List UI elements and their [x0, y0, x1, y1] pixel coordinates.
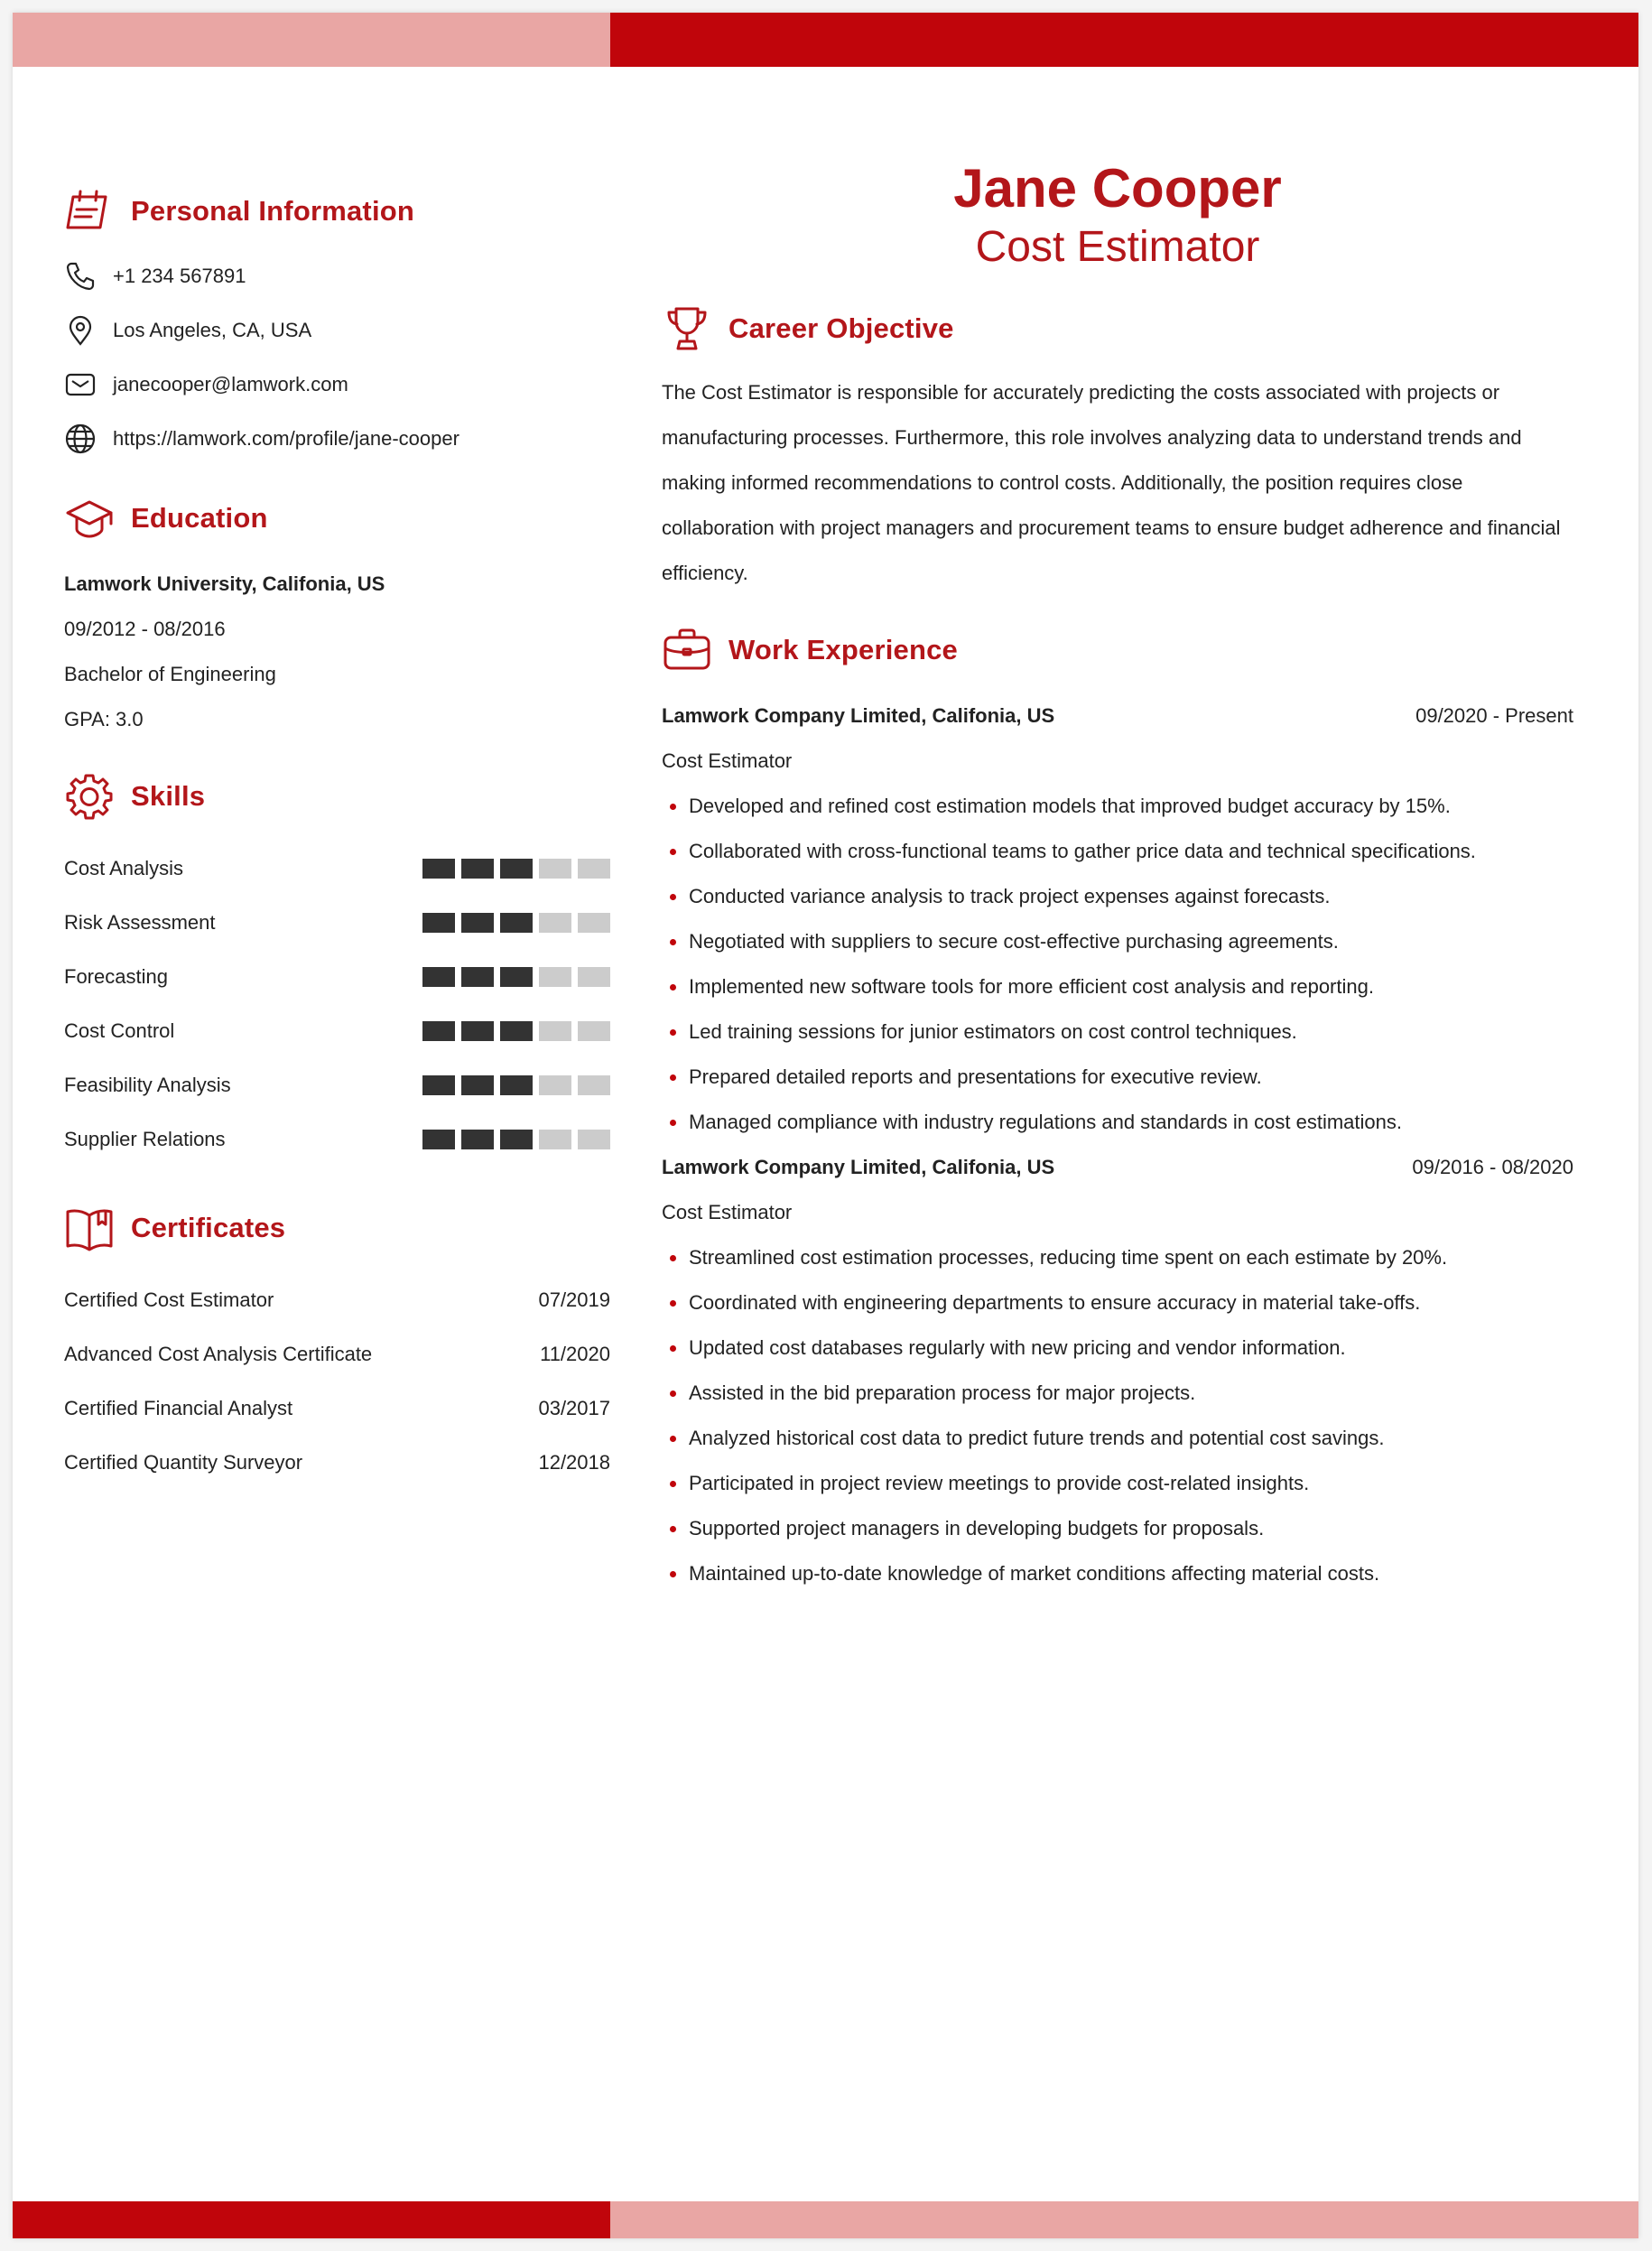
skill-level-segment	[422, 1075, 455, 1095]
skill-level-segment	[578, 1075, 610, 1095]
phone-text: +1 234 567891	[113, 265, 246, 287]
skill-level-segment	[500, 913, 533, 933]
skill-level-bar	[422, 967, 610, 987]
skill-name: Feasibility Analysis	[64, 1074, 231, 1096]
certificate-row	[64, 1436, 610, 1490]
education-gpa: GPA: 3.0	[64, 708, 144, 730]
skill-level-bar	[422, 859, 610, 879]
skill-level-segment	[422, 859, 455, 879]
calendar-note-icon	[64, 186, 115, 237]
skill-level-segment	[500, 967, 533, 987]
candidate-role: Cost Estimator	[975, 223, 1260, 271]
job-bullet: Developed and refined cost estimation models that improved budget accuracy by 15%.	[662, 784, 1573, 829]
skill-level-segment	[461, 859, 494, 879]
section-title: Education	[131, 502, 268, 534]
skill-level-segment	[422, 913, 455, 933]
skill-level-segment	[500, 1130, 533, 1149]
skill-level-segment	[461, 1130, 494, 1149]
skill-level-segment	[422, 1021, 455, 1041]
skill-level-bar	[422, 913, 610, 933]
job-company: Lamwork Company Limited, Califonia, US	[662, 1156, 1055, 1178]
skill-row	[64, 950, 610, 1004]
skill-level-segment	[539, 913, 571, 933]
globe-icon	[64, 423, 97, 455]
skill-level-bar	[422, 1130, 610, 1149]
resume-page	[13, 13, 1638, 2238]
objective-line: collaboration with project managers and procurement teams to ensure budget adherence and financial	[662, 516, 1561, 539]
job-header	[662, 693, 1573, 739]
job-dates: 09/2016 - 08/2020	[1412, 1156, 1573, 1178]
certificate-name: Certified Financial Analyst	[64, 1397, 293, 1419]
job-dates: 09/2020 - Present	[1415, 704, 1573, 727]
objective-line: efficiency.	[662, 562, 748, 584]
certificate-name: Advanced Cost Analysis Certificate	[64, 1343, 373, 1365]
certificate-date: 12/2018	[538, 1451, 610, 1474]
job-bullet: Collaborated with cross-functional teams to gather price data and technical specifications.	[662, 829, 1573, 874]
skill-level-segment	[578, 913, 610, 933]
job-bullet: Supported project managers in developing budgets for proposals.	[662, 1506, 1573, 1551]
education-school: Lamwork University, Califonia, US	[64, 572, 385, 595]
location-text: Los Angeles, CA, USA	[113, 319, 312, 341]
skill-row	[64, 1112, 610, 1167]
phone-icon	[64, 260, 97, 293]
skill-name: Cost Control	[64, 1019, 175, 1042]
certificate-row	[64, 1381, 610, 1436]
job-position: Cost Estimator	[662, 749, 793, 772]
certificate-row	[64, 1327, 610, 1381]
skill-level-bar	[422, 1021, 610, 1041]
top-band-left	[13, 13, 610, 67]
skill-row	[64, 1004, 610, 1058]
right-column	[662, 157, 1573, 1596]
skill-name: Supplier Relations	[64, 1128, 226, 1150]
section-title: Skills	[131, 780, 206, 812]
location-pin-icon	[64, 314, 97, 347]
job-bullet: Assisted in the bid preparation process for major projects.	[662, 1371, 1573, 1416]
skill-level-segment	[500, 1021, 533, 1041]
gear-icon	[64, 771, 115, 822]
certificate-name: Certified Cost Estimator	[64, 1288, 274, 1311]
skill-level-segment	[539, 859, 571, 879]
bottom-band-left	[13, 2201, 610, 2238]
job-bullets	[662, 1235, 1573, 1596]
job-bullet: Negotiated with suppliers to secure cost-effective purchasing agreements.	[662, 919, 1573, 964]
contact-email	[64, 358, 610, 412]
job-header	[662, 1145, 1573, 1190]
mail-icon	[64, 368, 97, 401]
skill-name: Cost Analysis	[64, 857, 184, 879]
objective-line: manufacturing processes. Furthermore, this role involves analyzing data to understand trends and	[662, 426, 1522, 449]
skill-level-segment	[461, 1075, 494, 1095]
certificates-header	[64, 1201, 610, 1255]
job-bullet: Analyzed historical cost data to predict future trends and potential cost savings.	[662, 1416, 1573, 1461]
left-column	[64, 184, 610, 1490]
job-bullet: Conducted variance analysis to track project expenses against forecasts.	[662, 874, 1573, 919]
website-link[interactable]: https://lamwork.com/profile/jane-cooper	[113, 427, 459, 450]
job-bullet: Streamlined cost estimation processes, reducing time spent on each estimate by 20%.	[662, 1235, 1573, 1280]
contact-location	[64, 303, 610, 358]
job-bullet: Managed compliance with industry regulations and standards in cost estimations.	[662, 1100, 1573, 1145]
skills-header	[64, 769, 610, 823]
education-header	[64, 491, 610, 545]
job-bullet: Led training sessions for junior estimators on cost control techniques.	[662, 1009, 1573, 1055]
skill-level-segment	[539, 1021, 571, 1041]
section-title: Work Experience	[729, 634, 958, 665]
skill-row	[64, 842, 610, 896]
skill-level-segment	[578, 1021, 610, 1041]
skill-level-segment	[578, 859, 610, 879]
job-company: Lamwork Company Limited, Califonia, US	[662, 704, 1055, 727]
skill-level-segment	[422, 1130, 455, 1149]
job-bullet: Participated in project review meetings to provide cost-related insights.	[662, 1461, 1573, 1506]
bottom-band-right	[610, 2201, 1638, 2238]
skill-row	[64, 896, 610, 950]
certificate-name: Certified Quantity Surveyor	[64, 1451, 303, 1474]
skill-level-segment	[461, 1021, 494, 1041]
skill-level-bar	[422, 1075, 610, 1095]
objective-line: making informed recommendations to control costs. Additionally, the position requires close	[662, 471, 1463, 494]
certificate-date: 11/2020	[540, 1343, 610, 1365]
education-dates: 09/2012 - 08/2016	[64, 618, 226, 640]
jobs-list	[662, 693, 1573, 1596]
section-title: Career Objective	[729, 312, 954, 344]
job-entry	[662, 693, 1573, 1145]
book-icon	[64, 1203, 115, 1253]
job-bullet: Prepared detailed reports and presentations for executive review.	[662, 1055, 1573, 1100]
job-bullet: Updated cost databases regularly with new pricing and vendor information.	[662, 1325, 1573, 1371]
candidate-name: Jane Cooper	[953, 158, 1282, 219]
skill-level-segment	[539, 1130, 571, 1149]
skill-level-segment	[461, 967, 494, 987]
section-title: Certificates	[131, 1212, 286, 1243]
job-bullet: Maintained up-to-date knowledge of market conditions affecting material costs.	[662, 1551, 1573, 1596]
section-title: Personal Information	[131, 195, 415, 227]
skill-level-segment	[461, 913, 494, 933]
skills-list	[64, 842, 610, 1167]
objective-line: The Cost Estimator is responsible for accurately predicting the costs associated with projects or	[662, 381, 1500, 404]
skill-name: Forecasting	[64, 965, 168, 988]
skill-level-segment	[500, 1075, 533, 1095]
certificate-row	[64, 1273, 610, 1327]
objective-paragraph	[662, 370, 1573, 596]
objective-header	[662, 302, 1573, 356]
job-entry	[662, 1145, 1573, 1596]
certificate-date: 07/2019	[538, 1288, 610, 1311]
trophy-icon	[662, 303, 712, 354]
contact-phone	[64, 249, 610, 303]
contact-website	[64, 412, 610, 466]
briefcase-icon	[662, 625, 712, 675]
personal-info-header	[64, 184, 610, 238]
skill-level-segment	[539, 1075, 571, 1095]
skill-name: Risk Assessment	[64, 911, 216, 934]
certificate-date: 03/2017	[538, 1397, 610, 1419]
job-bullets	[662, 784, 1573, 1145]
job-position: Cost Estimator	[662, 1201, 793, 1223]
skill-row	[64, 1058, 610, 1112]
email-text[interactable]: janecooper@lamwork.com	[113, 373, 348, 395]
graduation-cap-icon	[64, 493, 115, 544]
skill-level-segment	[422, 967, 455, 987]
skill-level-segment	[500, 859, 533, 879]
job-bullet: Implemented new software tools for more efficient cost analysis and reporting.	[662, 964, 1573, 1009]
experience-header	[662, 623, 1573, 677]
skill-level-segment	[578, 967, 610, 987]
certificates-list	[64, 1273, 610, 1490]
skill-level-segment	[539, 967, 571, 987]
top-band-right	[610, 13, 1638, 67]
job-bullet: Coordinated with engineering departments to ensure accuracy in material take-offs.	[662, 1280, 1573, 1325]
education-degree: Bachelor of Engineering	[64, 663, 276, 685]
skill-level-segment	[578, 1130, 610, 1149]
